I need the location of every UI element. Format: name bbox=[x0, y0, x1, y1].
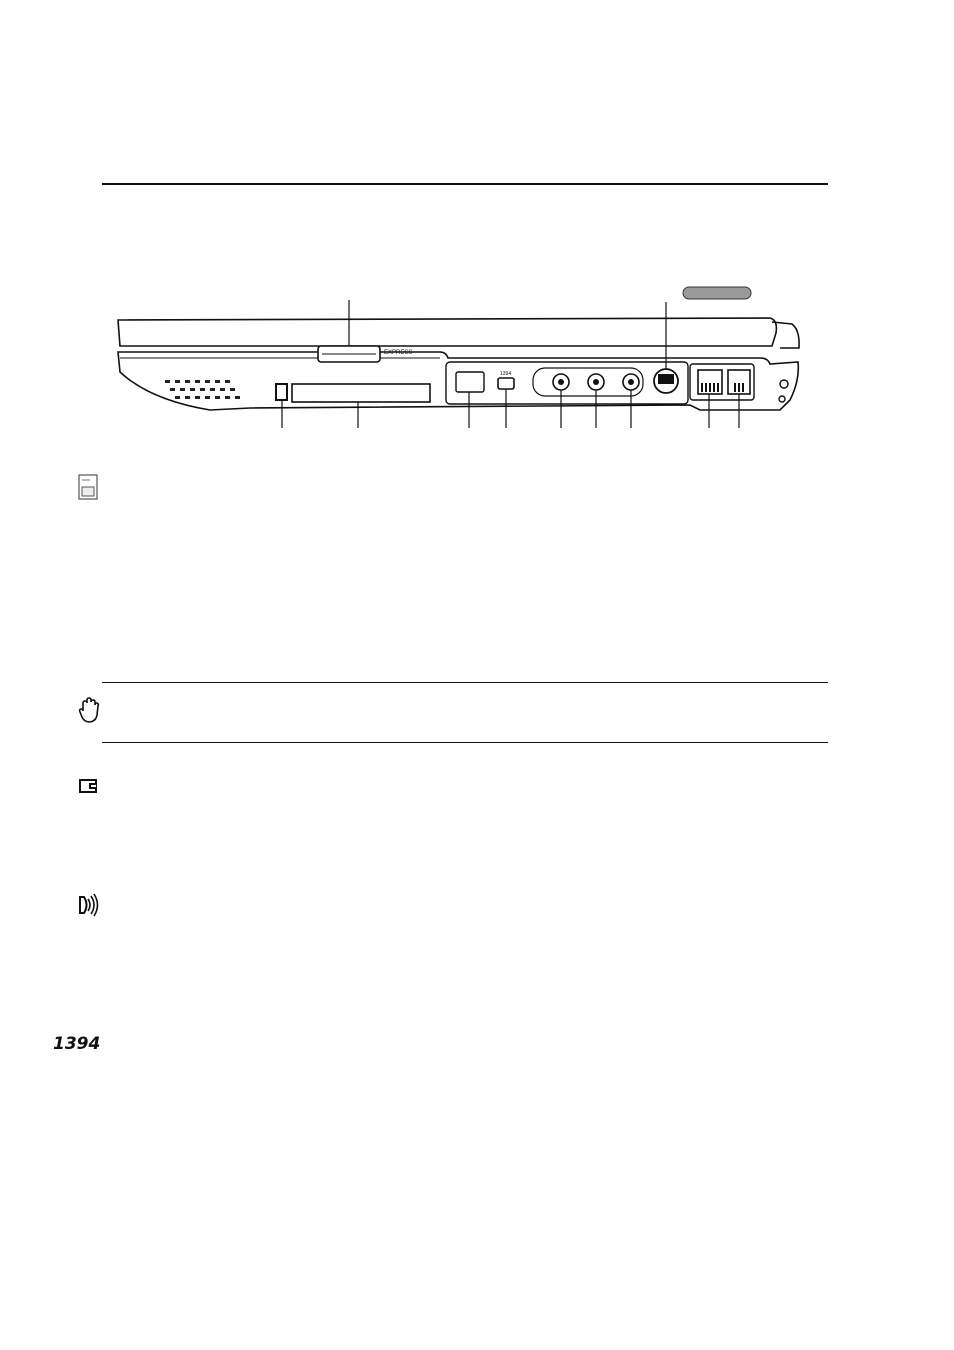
laptop-side-illustration bbox=[0, 0, 954, 440]
hand-caution-icon bbox=[78, 697, 100, 723]
firewire-port bbox=[498, 378, 514, 389]
note-rule-top bbox=[102, 682, 828, 683]
svg-text:1394: 1394 bbox=[500, 371, 512, 377]
eject-button bbox=[276, 384, 287, 400]
card-reader-icon bbox=[78, 474, 98, 500]
infrared-port bbox=[456, 372, 484, 392]
pc-card-slot bbox=[292, 384, 430, 402]
laptop-lid bbox=[118, 318, 776, 346]
express-label: EXPRESS bbox=[384, 350, 413, 356]
express-card-icon bbox=[78, 778, 98, 794]
pill-tab bbox=[683, 287, 751, 299]
firewire-logo: 1394 bbox=[53, 1034, 101, 1054]
infrared-icon bbox=[78, 893, 100, 917]
note-rule-bottom bbox=[102, 742, 828, 743]
